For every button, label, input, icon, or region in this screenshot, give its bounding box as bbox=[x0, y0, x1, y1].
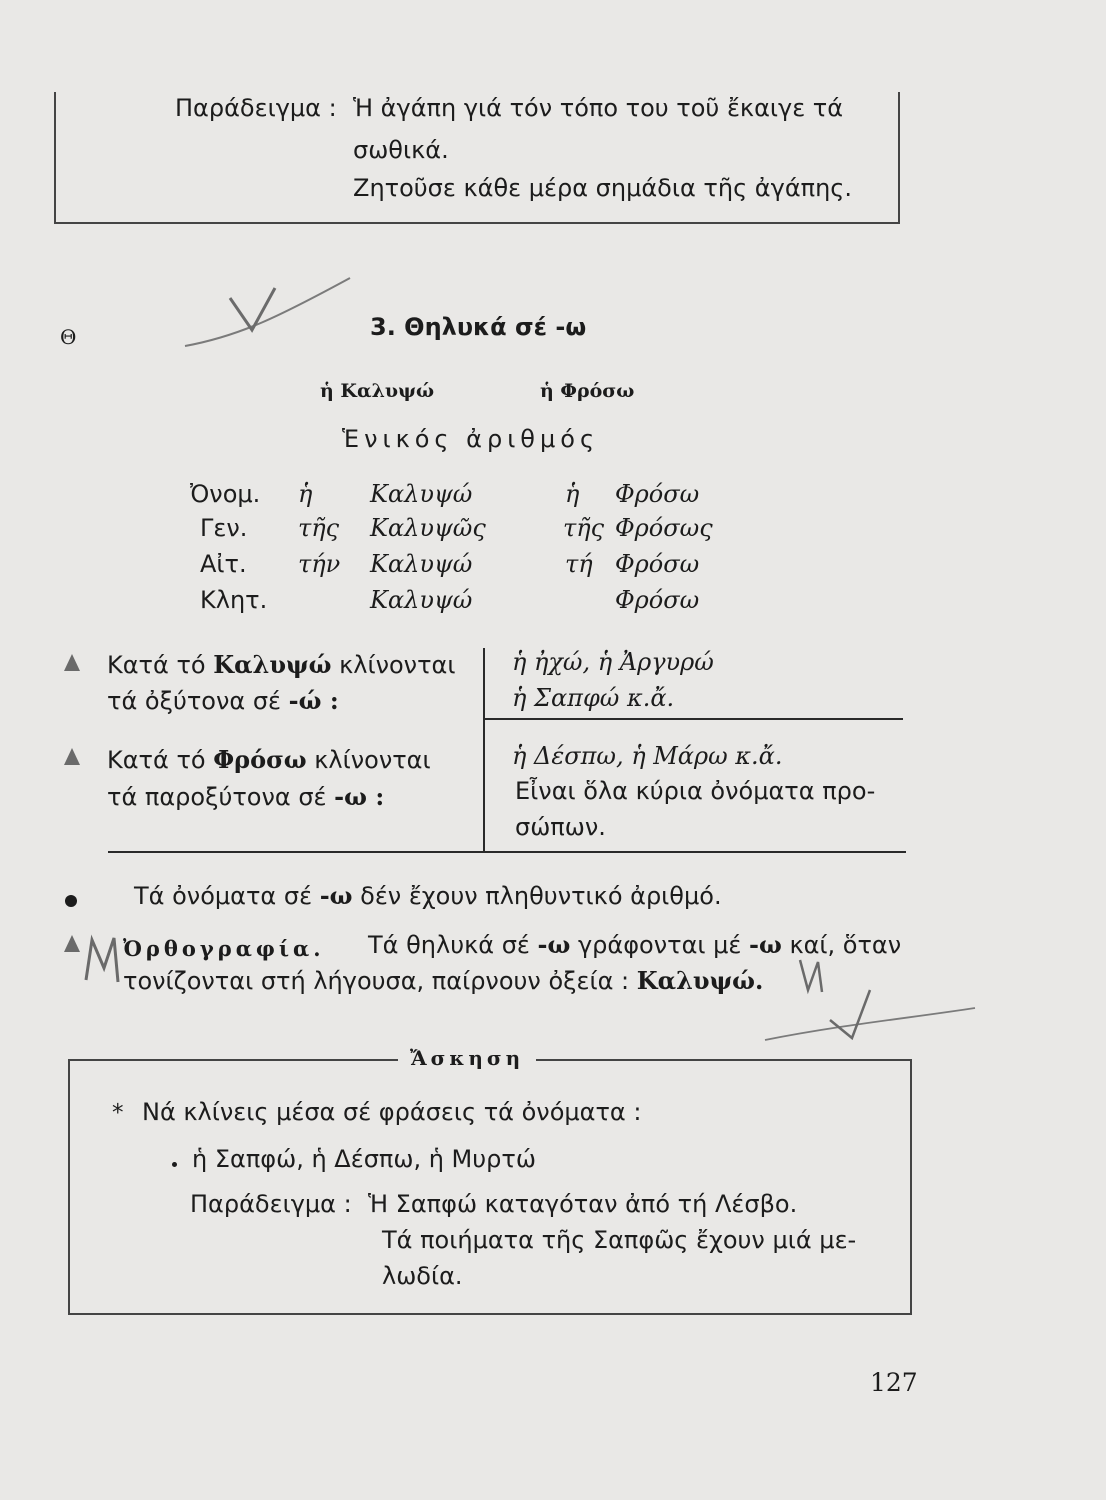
article: ἡ bbox=[565, 480, 580, 508]
bullet-dot-icon bbox=[172, 1162, 177, 1167]
orthography-heading: Ὀρθογραφία. bbox=[123, 936, 325, 961]
triangle-bullet-icon bbox=[64, 654, 80, 671]
noun-form: Καλυψώ bbox=[370, 550, 473, 578]
exercise-instruction: Νά κλίνεις μέσα σέ φράσεις τά ὀνόματα : bbox=[142, 1098, 642, 1126]
triangle-bullet-icon bbox=[64, 748, 80, 765]
article: τῆς bbox=[563, 514, 605, 542]
rule-examples: ἡ Σαπφώ κ.ἄ. bbox=[512, 684, 675, 712]
exercise-names: ἡ Σαπφώ, ἡ Δέσπω, ἡ Μυρτώ bbox=[192, 1145, 536, 1173]
column-header-froso: ἡ Φρόσω bbox=[540, 380, 635, 402]
example-line: Ζητοῦσε κάθε μέρα σημάδια τῆς ἀγάπης. bbox=[353, 174, 853, 202]
case-label: Γεν. bbox=[200, 514, 248, 542]
exercise-star: * bbox=[112, 1100, 124, 1126]
page-number: 127 bbox=[870, 1368, 918, 1397]
case-label: Κλητ. bbox=[200, 586, 268, 614]
exercise-example-line: Τά ποιήματα τῆς Σαπφῶς ἔχουν μιά με- bbox=[382, 1226, 857, 1254]
number-heading: Ἑνικός ἀριθμός bbox=[342, 425, 600, 453]
noun-form: Καλυψώ bbox=[370, 586, 473, 614]
noun-form: Καλυψῶς bbox=[370, 514, 486, 542]
example-line: Ἡ ἀγάπη γιά τόν τόπο του τοῦ ἔκαιγε τά bbox=[353, 94, 844, 122]
pencil-check-mark bbox=[180, 268, 360, 358]
example-line: σωθικά. bbox=[353, 136, 449, 164]
rule-text: Κατά τό Φρόσω κλίνονται bbox=[107, 745, 431, 774]
orthography-text: Τά θηλυκά σέ -ω γράφονται μέ -ω καί, ὅταν bbox=[368, 930, 902, 959]
orthography-text: τονίζονται στή λήγουσα, παίρνουν ὀξεία : Καλυψώ. bbox=[123, 966, 764, 995]
rules-divider-horizontal bbox=[483, 718, 903, 720]
column-header-kalypso: ἡ Καλυψώ bbox=[320, 380, 435, 402]
article: τήν bbox=[298, 550, 341, 578]
rules-divider-vertical bbox=[483, 648, 485, 852]
rules-divider-bottom bbox=[108, 851, 906, 853]
pencil-scribble-mark bbox=[760, 950, 980, 1050]
noun-form: Φρόσω bbox=[615, 480, 700, 508]
exercise-example-line: Ἡ Σαπφώ καταγόταν ἀπό τή Λέσβο. bbox=[368, 1190, 798, 1218]
exercise-heading: Ἄσκηση bbox=[398, 1046, 536, 1070]
rule-text: Κατά τό Καλυψώ κλίνονται bbox=[107, 650, 456, 679]
rule-examples: σώπων. bbox=[515, 813, 606, 841]
noun-form: Φρόσω bbox=[615, 550, 700, 578]
rule-text: τά ὀξύτονα σέ -ώ : bbox=[107, 686, 339, 715]
case-label: Αἰτ. bbox=[200, 550, 247, 578]
article: τή bbox=[565, 550, 593, 578]
noun-form: Φρόσως bbox=[615, 514, 713, 542]
exercise-example-line: λωδία. bbox=[382, 1262, 463, 1290]
rule-text: τά παροξύτονα σέ -ω : bbox=[107, 782, 385, 811]
pencil-m-mark bbox=[78, 930, 128, 990]
bullet-dot-icon bbox=[65, 895, 77, 907]
noun-form: Φρόσω bbox=[615, 586, 700, 614]
exercise-example-label: Παράδειγμα : bbox=[190, 1190, 352, 1218]
note-text: Τά ὀνόματα σέ -ω δέν ἔχουν πληθυντικό ἀριθμό. bbox=[134, 881, 722, 910]
rule-examples: ἡ Δέσπω, ἡ Μάρω κ.ἄ. bbox=[512, 742, 783, 770]
noun-form: Καλυψώ bbox=[370, 480, 473, 508]
section-marker: Θ bbox=[60, 325, 77, 349]
rule-examples: Εἶναι ὅλα κύρια ὀνόματα προ- bbox=[515, 777, 876, 805]
rule-examples: ἡ ἠχώ, ἡ Ἀργυρώ bbox=[512, 648, 714, 676]
section-title: 3. Θηλυκά σέ -ω bbox=[370, 313, 587, 341]
example-label: Παράδειγμα : bbox=[175, 94, 337, 122]
case-label: Ὀνομ. bbox=[190, 480, 261, 508]
article: ἡ bbox=[298, 480, 313, 508]
article: τῆς bbox=[298, 514, 340, 542]
